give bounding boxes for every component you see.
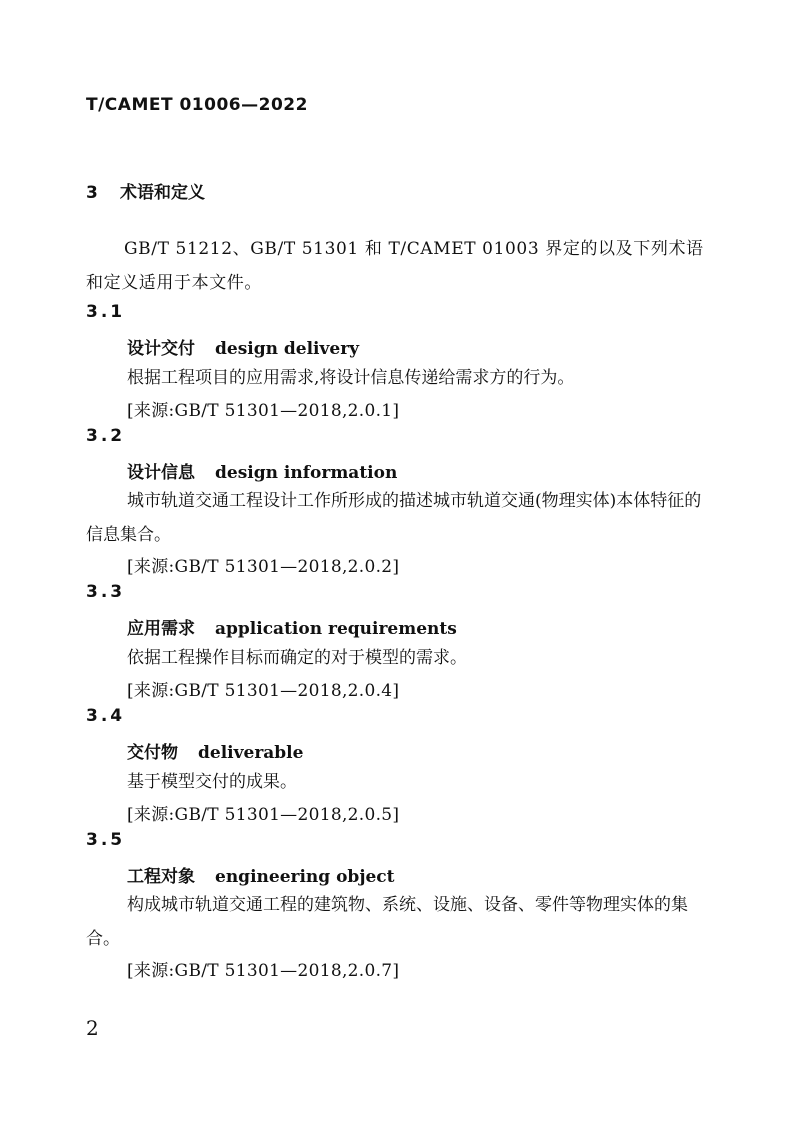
page-number: 2	[86, 1016, 99, 1040]
intro-paragraph: GB/T 51212、GB/T 51301 和 T/CAMET 01003 界定的以及下列术语和定义适用于本文件。	[86, 239, 704, 293]
term-heading	[127, 738, 303, 763]
section-heading	[86, 178, 205, 203]
term-en: engineering object	[215, 867, 395, 887]
term-heading	[127, 862, 395, 887]
term-definition: 构成城市轨道交通工程的建筑物、系统、设施、设备、零件等物理实体的集合。	[86, 895, 688, 949]
section-number: 3	[86, 183, 98, 203]
term-en: deliverable	[198, 743, 304, 763]
term-number: 3.1	[86, 302, 126, 322]
document-code: T/CAMET 01006—2022	[86, 95, 308, 115]
term-zh: 设计交付	[127, 339, 195, 359]
term-number: 3.2	[86, 426, 126, 446]
term-source: [来源:GB/T 51301—2018,2.0.2]	[127, 557, 400, 577]
term-number: 3.4	[86, 706, 126, 726]
term-zh: 工程对象	[127, 867, 195, 887]
term-definition: 城市轨道交通工程设计工作所形成的描述城市轨道交通(物理实体)本体特征的信息集合。	[86, 491, 702, 545]
term-en: application requirements	[215, 619, 457, 639]
term-source: [来源:GB/T 51301—2018,2.0.5]	[127, 805, 400, 825]
term-number: 3.3	[86, 582, 126, 602]
term-source: [来源:GB/T 51301—2018,2.0.4]	[127, 681, 400, 701]
term-definition: 依据工程操作目标而确定的对于模型的需求。	[127, 648, 467, 668]
term-en: design delivery	[215, 339, 360, 359]
section-title: 术语和定义	[120, 183, 205, 203]
term-zh: 应用需求	[127, 619, 195, 639]
term-heading	[127, 614, 457, 639]
term-heading	[127, 458, 397, 483]
term-source: [来源:GB/T 51301—2018,2.0.1]	[127, 401, 400, 421]
term-heading	[127, 334, 359, 359]
term-number: 3.5	[86, 830, 126, 850]
term-en: design information	[215, 463, 398, 483]
term-definition: 基于模型交付的成果。	[127, 772, 297, 792]
term-source: [来源:GB/T 51301—2018,2.0.7]	[127, 961, 400, 981]
term-zh: 交付物	[127, 743, 178, 763]
term-definition: 根据工程项目的应用需求,将设计信息传递给需求方的行为。	[127, 368, 575, 388]
term-zh: 设计信息	[127, 463, 195, 483]
